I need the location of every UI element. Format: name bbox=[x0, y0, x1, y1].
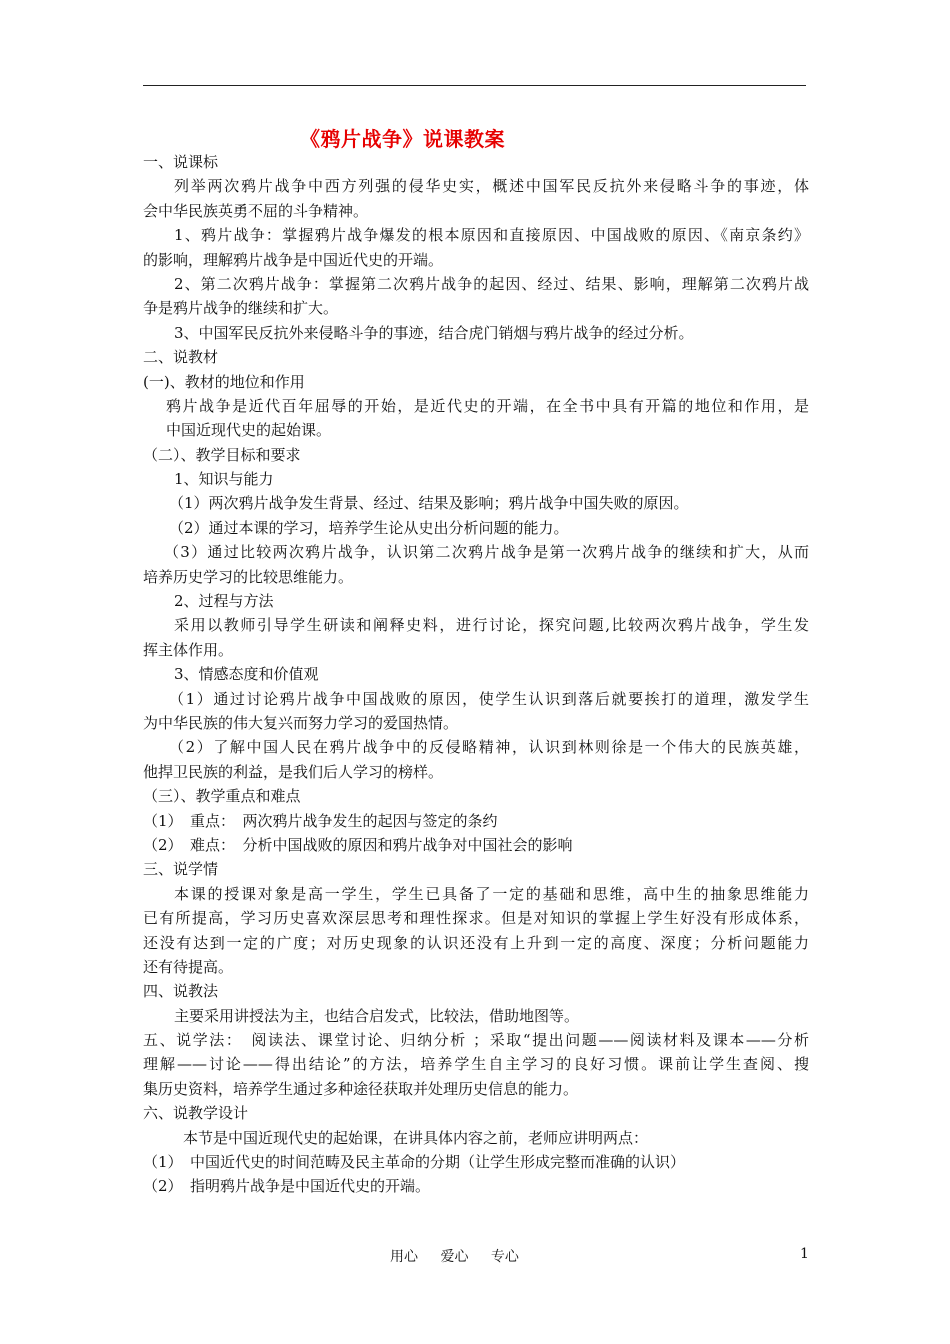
document-title: 《鸦片战争》说课教案 bbox=[300, 127, 505, 151]
body-line: 主要采用讲授法为主，也结合启发式，比较法，借助地图等。 bbox=[174, 1006, 580, 1025]
body-line: 的影响，理解鸦片战争是中国近代史的开端。 bbox=[143, 250, 444, 269]
body-line: 三、说学情 bbox=[143, 860, 219, 879]
body-line: 一、说课标 bbox=[143, 153, 219, 171]
body-line: 六、说教学设计 bbox=[143, 1104, 249, 1123]
body-line: （1）通过讨论鸦片战争中国战败的原因，使学生认识到落后就要挨打的道理，激发学生 bbox=[169, 689, 809, 708]
body-line: 还没有达到一定的广度；对历史现象的认识还没有上升到一定的高度、深度；分析问题能力 bbox=[143, 933, 809, 952]
body-line: 二、说教材 bbox=[143, 348, 219, 367]
body-line: 本课的授课对象是高一学生，学生已具备了一定的基础和思维，高中生的抽象思维能力 bbox=[174, 884, 809, 903]
body-line: （1） 重点： 两次鸦片战争发生的起因与签定的条约 bbox=[143, 811, 498, 830]
body-line: （1） 中国近代史的时间范畴及民主革命的分期（让学生形成完整而准确的认识） bbox=[143, 1153, 686, 1172]
body-line: 五、说学法： 阅读法、课堂讨论、归纳分析 ；采取“提出问题——阅读材料及课本——分析 bbox=[143, 1031, 809, 1050]
body-line: 为中华民族的伟大复兴而努力学习的爱国热情。 bbox=[143, 713, 459, 732]
header-rule bbox=[143, 85, 806, 86]
body-line: （二）、教学目标和要求 bbox=[143, 445, 301, 464]
body-line: （2） 指明鸦片战争是中国近代史的开端。 bbox=[143, 1177, 431, 1196]
body-line: （2）了解中国人民在鸦片战争中的反侵略精神，认识到林则徐是一个伟大的民族英雄， bbox=[169, 738, 809, 757]
body-line: 采用以教师引导学生研读和阐释史料，进行讨论，探究问题,比较两次鸦片战争，学生发 bbox=[174, 616, 809, 635]
body-line: 集历史资料，培养学生通过多种途径获取并处理历史信息的能力。 bbox=[143, 1079, 579, 1098]
body-line: 培养历史学习的比较思维能力。 bbox=[143, 567, 354, 586]
body-line: 本节是中国近现代史的起始课，在讲具体内容之前，老师应讲明两点： bbox=[183, 1128, 649, 1147]
footer-motto: 用心 爱心 专心 bbox=[390, 1249, 519, 1265]
body-line: （1）两次鸦片战争发生背景、经过、结果及影响；鸦片战争中国失败的原因。 bbox=[169, 494, 689, 513]
body-line: 2、过程与方法 bbox=[174, 592, 274, 611]
body-line: 1、知识与能力 bbox=[174, 470, 274, 489]
body-line: 列举两次鸦片战争中西方列强的侵华史实，概述中国军民反抗外来侵略斗争的事迹，体 bbox=[174, 177, 809, 196]
body-line: 四、说教法 bbox=[143, 982, 219, 1001]
page-number: 1 bbox=[800, 1246, 809, 1262]
body-line: 争是鸦片战争的继续和扩大。 bbox=[143, 299, 339, 318]
body-line: 挥主体作用。 bbox=[143, 640, 234, 659]
body-line: 3、中国军民反抗外来侵略斗争的事迹，结合虎门销烟与鸦片战争的经过分析。 bbox=[174, 323, 694, 342]
body-line: 1、鸦片战争：掌握鸦片战争爆发的根本原因和直接原因、中国战败的原因、《南京条约》 bbox=[174, 226, 809, 245]
body-line: 会中华民族英勇不屈的斗争精神。 bbox=[143, 201, 369, 220]
document-body bbox=[143, 150, 809, 1199]
body-line: （三）、教学重点和难点 bbox=[143, 787, 301, 806]
body-line: 理解——讨论——得出结论”的方法，培养学生自主学习的良好习惯。课前让学生查阅、搜 bbox=[143, 1055, 809, 1074]
body-line: 鸦片战争是近代百年屈辱的开始，是近代史的开端，在全书中具有开篇的地位和作用，是 bbox=[166, 396, 809, 415]
body-line: 中国近现代史的起始课。 bbox=[166, 421, 332, 440]
body-line: (一)、教材的地位和作用 bbox=[143, 372, 305, 391]
body-line: 3、情感态度和价值观 bbox=[174, 665, 319, 684]
body-line: （2） 难点： 分析中国战败的原因和鸦片战争对中国社会的影响 bbox=[143, 835, 573, 854]
body-line: （3）通过比较两次鸦片战争，认识第二次鸦片战争是第一次鸦片战争的继续和扩大，从而 bbox=[164, 543, 809, 562]
body-line: （2）通过本课的学习，培养学生论从史出分析问题的能力。 bbox=[169, 518, 569, 537]
body-line: 已有所提高，学习历史喜欢深层思考和理性探求。但是对知识的掌握上学生好没有形成体系， bbox=[143, 909, 809, 928]
body-line: 还有待提高。 bbox=[143, 957, 234, 976]
body-line: 他捍卫民族的利益，是我们后人学习的榜样。 bbox=[143, 762, 444, 781]
body-line: 2、第二次鸦片战争：掌握第二次鸦片战争的起因、经过、结果、影响，理解第二次鸦片战 bbox=[174, 274, 809, 293]
